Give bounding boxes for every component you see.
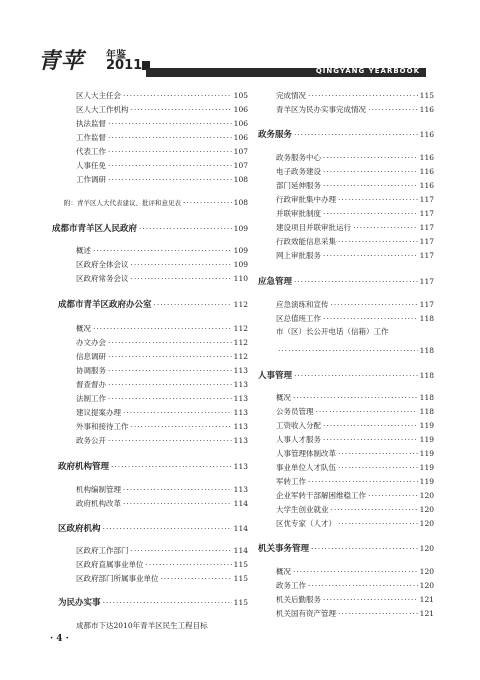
toc-leader-dots — [294, 277, 418, 286]
toc-entry-title: 区总值班工作 — [276, 314, 321, 323]
toc-entry — [76, 545, 248, 556]
toc-section-heading — [58, 522, 248, 534]
toc-entry-page: 118 — [419, 346, 434, 355]
toc-entry — [276, 180, 434, 191]
toc-note — [64, 198, 248, 207]
toc-leader-dots — [316, 407, 418, 416]
toc-entry-title: 执法监督 — [76, 119, 106, 128]
toc-entry-title: 完成情况 — [276, 91, 306, 100]
toc-entry-page: 120 — [419, 491, 434, 500]
toc-leader-dots — [323, 435, 418, 444]
toc-entry — [76, 323, 248, 334]
toc-entry-page: 116 — [419, 167, 434, 176]
toc-entry-title: 区优专家（人才） — [276, 519, 336, 528]
yearbook-logo — [38, 44, 148, 78]
toc-entry-title: 政府机构改革 — [76, 499, 121, 508]
toc-entry-page: 109 — [233, 224, 248, 233]
toc-entry-page: 120 — [419, 581, 434, 590]
toc-leader-dots — [323, 209, 418, 218]
toc-entry-title: 网上审批服务 — [276, 251, 321, 260]
page-header — [0, 0, 480, 80]
toc-entry — [276, 222, 434, 233]
toc-entry-page: 120 — [419, 505, 434, 514]
toc-leader-dots — [108, 175, 232, 184]
toc-entry-title: 区人大工作机构 — [76, 105, 129, 114]
toc-entry — [276, 90, 434, 101]
toc-entry-title: 机关国有资产管理 — [276, 609, 336, 618]
toc-section-heading — [58, 596, 248, 608]
toc-entry-page: 116 — [419, 130, 434, 139]
toc-entry-page: 113 — [233, 422, 248, 431]
toc-entry-title: 概况 — [276, 567, 291, 576]
toc-entry-title: 应急管理 — [258, 277, 293, 287]
toc-entry-title: 区政府全体会议 — [76, 260, 129, 269]
toc-entry — [276, 208, 434, 219]
toc-entry — [276, 326, 434, 337]
toc-entry-title: 区人大主任会 — [76, 91, 121, 100]
toc-entry-page: 109 — [233, 260, 248, 269]
toc-entry-page: 115 — [233, 598, 248, 607]
toc-entry-title: 军转工作 — [276, 477, 306, 486]
toc-entry-title: 区政府直属事业单位 — [76, 560, 144, 569]
toc-entry-page: 117 — [419, 209, 434, 218]
toc-entry — [276, 236, 434, 247]
toc-entry-title: 大学生创业就业 — [276, 505, 329, 514]
toc-entry — [76, 573, 248, 584]
toc-entry-page: 113 — [233, 485, 248, 494]
toc-leader-dots — [338, 195, 418, 204]
toc-entry-title: 成都市青羊区人民政府 — [52, 224, 138, 234]
toc-leader-dots — [323, 251, 418, 260]
toc-entry-page: 120 — [419, 567, 434, 576]
toc-entry-title: 成都市下达2010年青羊区民生工程目标 — [76, 621, 208, 630]
toc-entry-title: 区政府部门所属事业单位 — [76, 574, 159, 583]
toc-entry-page: 119 — [419, 477, 434, 486]
toc-entry — [276, 504, 434, 515]
toc-leader-dots — [108, 436, 232, 445]
toc-entry-page: 110 — [233, 274, 248, 283]
toc-entry-page: 119 — [419, 421, 434, 430]
toc-leader-dots — [293, 393, 418, 402]
toc-entry — [276, 250, 434, 261]
toc-leader-dots — [108, 352, 232, 361]
toc-entry — [76, 379, 248, 390]
toc-leader-dots — [323, 167, 418, 176]
toc-entry-page: 115 — [419, 91, 434, 100]
toc-entry-title: 政务公开 — [76, 436, 106, 445]
toc-leader-dots — [368, 491, 418, 500]
toc-entry-page: 121 — [419, 595, 434, 604]
header-bar-text: QINGYANG YEARBOOK — [315, 67, 420, 75]
toc-section-heading — [58, 460, 248, 472]
toc-leader-dots — [323, 314, 418, 323]
toc-leader-dots — [331, 300, 418, 309]
toc-leader-dots — [108, 133, 232, 142]
toc-leader-dots — [183, 198, 232, 207]
toc-entry — [276, 448, 434, 459]
toc-entry-page: 113 — [233, 408, 248, 417]
page-number: · 4 · — [50, 634, 69, 644]
toc-entry-title: 青羊区为民办实事完成情况 — [276, 105, 366, 114]
toc-entry-title: 区政府常务会议 — [76, 274, 129, 283]
toc-entry-title: 法制工作 — [76, 394, 106, 403]
toc-entry-title: 建设项目并联审批运行 — [276, 223, 351, 232]
toc-entry-title: 区政府工作部门 — [76, 546, 129, 555]
toc-entry-title: 协调服务 — [76, 366, 106, 375]
toc-leader-dots — [146, 560, 232, 569]
toc-entry — [76, 620, 248, 631]
toc-entry — [276, 580, 434, 591]
toc-entry-title: 行政审批集中办理 — [276, 195, 336, 204]
toc-entry-page: 113 — [233, 394, 248, 403]
toc-entry-page: 118 — [419, 393, 434, 402]
toc-leader-dots — [123, 408, 232, 417]
toc-entry-page: 106 — [233, 105, 248, 114]
toc-section-heading — [258, 128, 434, 140]
toc-leader-dots — [93, 324, 232, 333]
toc-entry-title: 建议提案办理 — [76, 408, 121, 417]
toc-entry-page: 117 — [419, 237, 434, 246]
toc-entry — [276, 518, 434, 529]
toc-entry-page: 108 — [233, 175, 248, 184]
toc-entry — [76, 259, 248, 270]
toc-entry-page: 113 — [233, 366, 248, 375]
toc-entry-title: 人事管理体制改革 — [276, 449, 336, 458]
toc-leader-dots — [108, 380, 232, 389]
toc-entry-title: 工作调研 — [76, 175, 106, 184]
toc-entry-page: 106 — [233, 133, 248, 142]
toc-section-heading — [258, 542, 434, 554]
toc-leader-dots — [161, 574, 232, 583]
toc-leader-dots — [308, 581, 418, 590]
toc-leader-dots — [338, 463, 418, 472]
toc-entry — [276, 566, 434, 577]
toc-leader-dots — [123, 499, 232, 508]
toc-leader-dots — [338, 519, 418, 528]
toc-entry-page: 112 — [233, 300, 248, 309]
toc-entry-title: 工资收入分配 — [276, 421, 321, 430]
toc-leader-dots — [323, 595, 418, 604]
toc-entry-page: 113 — [233, 436, 248, 445]
toc-entry-page: 113 — [233, 380, 248, 389]
toc-entry-page: 117 — [419, 300, 434, 309]
toc-entry-page: 117 — [419, 223, 434, 232]
toc-entry — [276, 152, 434, 163]
toc-leader-dots — [131, 274, 232, 283]
toc-entry-title: 并联审批制度 — [276, 209, 321, 218]
toc-entry-page: 115 — [233, 560, 248, 569]
toc-entry-title: 部门延伸服务 — [276, 181, 321, 190]
toc-leader-dots — [323, 181, 418, 190]
toc-leader-dots — [139, 224, 232, 233]
toc-entry-page: 114 — [233, 546, 248, 555]
toc-entry — [276, 462, 434, 473]
toc-leader-dots — [368, 105, 418, 114]
toc-leader-dots — [338, 609, 418, 618]
toc-leader-dots — [293, 567, 418, 576]
toc-leader-dots — [311, 544, 418, 553]
toc-entry-title: 概述 — [76, 246, 91, 255]
toc-entry-page: 112 — [233, 352, 248, 361]
toc-leader-dots — [294, 130, 418, 139]
toc-entry — [76, 337, 248, 348]
toc-entry-title: 企业军转干部解困维稳工作 — [276, 491, 366, 500]
toc-entry-title: 督查督办 — [76, 380, 106, 389]
toc-entry — [76, 245, 248, 256]
toc-entry-page: 116 — [419, 105, 434, 114]
toc-entry — [276, 490, 434, 501]
toc-leader-dots — [123, 485, 232, 494]
toc-leader-dots — [111, 462, 232, 471]
toc-leader-dots — [103, 524, 232, 533]
toc-section-heading — [58, 298, 248, 310]
toc-entry — [276, 420, 434, 431]
toc-entry — [276, 476, 434, 487]
toc-entry-page: 120 — [419, 544, 434, 553]
toc-entry-page: 119 — [419, 463, 434, 472]
toc-leader-dots — [108, 147, 232, 156]
toc-leader-dots — [338, 237, 418, 246]
toc-entry-page: 118 — [419, 314, 434, 323]
toc-leader-dots — [308, 91, 418, 100]
toc-entry-title: 机关后勤服务 — [276, 595, 321, 604]
toc-leader-dots — [331, 505, 418, 514]
toc-entry — [76, 118, 248, 129]
toc-entry-title: 外事和接待工作 — [76, 422, 129, 431]
toc-leader-dots — [323, 153, 418, 162]
toc-entry — [276, 434, 434, 445]
toc-entry — [76, 407, 248, 418]
toc-leader-dots — [131, 260, 232, 269]
toc-leader-dots — [294, 371, 418, 380]
toc-entry — [76, 351, 248, 362]
toc-entry-page: 117 — [419, 251, 434, 260]
toc-leader-dots — [93, 246, 232, 255]
toc-leader-dots — [308, 477, 418, 486]
toc-leader-dots — [278, 346, 418, 355]
toc-entry — [76, 174, 248, 185]
toc-entry-page: 116 — [419, 153, 434, 162]
toc-leader-dots — [131, 546, 232, 555]
toc-entry-title: 应急演练和宣传 — [276, 300, 329, 309]
toc-entry — [276, 392, 434, 403]
toc-entry-page: 114 — [233, 499, 248, 508]
toc-leader-dots — [338, 449, 418, 458]
toc-entry — [76, 393, 248, 404]
toc-leader-dots — [123, 91, 232, 100]
toc-leader-dots — [103, 598, 232, 607]
toc-section-heading — [258, 369, 434, 381]
toc-entry — [276, 166, 434, 177]
toc-entry — [76, 365, 248, 376]
toc-entry-page: 120 — [419, 519, 434, 528]
toc-entry — [276, 608, 434, 619]
toc-entry-page: 119 — [419, 449, 434, 458]
toc-entry-title: 政务工作 — [276, 581, 306, 590]
toc-entry — [276, 313, 434, 324]
toc-entry-page: 106 — [233, 119, 248, 128]
toc-entry-title: 市（区）长公开电话（信箱）工作 — [276, 327, 389, 336]
toc-entry-page: 112 — [233, 324, 248, 333]
toc-entry-title: 人事管理 — [258, 371, 293, 381]
toc-entry — [76, 559, 248, 570]
toc-entry-title: 为民办实事 — [58, 598, 101, 608]
toc-leader-dots — [108, 338, 232, 347]
toc-leader-dots — [154, 300, 232, 309]
logo-nianjian-text: 年鉴 — [106, 50, 126, 61]
toc-entry-title: 公务员管理 — [276, 407, 314, 416]
toc-section-heading — [52, 222, 248, 234]
toc-entry-title: 附：青羊区人大代表建议、批评和意见表 — [64, 199, 181, 207]
toc-entry-title: 办文办会 — [76, 338, 106, 347]
toc-entry — [76, 90, 248, 101]
toc-entry — [76, 104, 248, 115]
toc-entry-title: 代表工作 — [76, 147, 106, 156]
toc-entry-title: 政务服务 — [258, 130, 293, 140]
toc-entry-page: 105 — [233, 91, 248, 100]
toc-leader-dots — [353, 223, 418, 232]
toc-entry-title: 概况 — [76, 324, 91, 333]
toc-entry-title: 工作监督 — [76, 133, 106, 142]
toc-entry — [276, 299, 434, 310]
toc-entry — [276, 594, 434, 605]
toc-entry-title: 人事人才服务 — [276, 435, 321, 444]
toc-entry-page: 107 — [233, 161, 248, 170]
toc-entry — [276, 346, 434, 355]
toc-entry-title: 机关事务管理 — [258, 544, 310, 554]
logo-script-text: 青苹 — [38, 48, 85, 74]
toc-entry-title: 信息调研 — [76, 352, 106, 361]
logo-year-text: 2011 — [106, 58, 143, 73]
toc-entry-page: 113 — [233, 462, 248, 471]
toc-entry-page: 118 — [419, 407, 434, 416]
toc-leader-dots — [323, 421, 418, 430]
toc-entry-page: 121 — [419, 609, 434, 618]
toc-entry — [76, 132, 248, 143]
toc-leader-dots — [131, 422, 232, 431]
toc-leader-dots — [108, 119, 232, 128]
toc-entry-title: 政府机构管理 — [58, 462, 110, 472]
toc-entry-page: 117 — [419, 277, 434, 286]
toc-entry-title: 概况 — [276, 393, 291, 402]
toc-entry-page: 115 — [233, 574, 248, 583]
toc-entry-page: 116 — [419, 181, 434, 190]
toc-entry-title: 机构编制管理 — [76, 485, 121, 494]
toc-leader-dots — [108, 366, 232, 375]
toc-entry — [76, 435, 248, 446]
toc-entry-title: 成都市青羊区政府办公室 — [58, 300, 152, 310]
toc-entry — [76, 421, 248, 432]
toc-leader-dots — [108, 394, 232, 403]
toc-entry-page: 108 — [233, 198, 248, 207]
toc-entry — [76, 498, 248, 509]
toc-entry — [276, 406, 434, 417]
toc-entry-title: 区政府机构 — [58, 524, 101, 534]
toc-entry-page: 119 — [419, 435, 434, 444]
toc-entry — [76, 273, 248, 284]
toc-entry — [276, 194, 434, 205]
toc-entry-page: 117 — [419, 195, 434, 204]
toc-entry-page: 112 — [233, 338, 248, 347]
toc-entry-title: 事业单位人才队伍 — [276, 463, 336, 472]
toc-entry-page: 114 — [233, 524, 248, 533]
toc-leader-dots — [131, 105, 232, 114]
toc-section-heading — [258, 275, 434, 287]
toc-entry-page: 109 — [233, 246, 248, 255]
toc-entry-title: 行政效能信息采集 — [276, 237, 336, 246]
toc-entry — [76, 146, 248, 157]
toc-leader-dots — [108, 161, 232, 170]
toc-entry-title: 人事任免 — [76, 161, 106, 170]
toc-entry — [76, 484, 248, 495]
toc-entry-page: 118 — [419, 371, 434, 380]
toc-entry-title: 电子政务建设 — [276, 167, 321, 176]
toc-entry — [76, 160, 248, 171]
toc-entry-title: 政务服务中心 — [276, 153, 321, 162]
toc-entry-page: 107 — [233, 147, 248, 156]
toc-entry — [276, 104, 434, 115]
header-bar — [146, 68, 426, 77]
